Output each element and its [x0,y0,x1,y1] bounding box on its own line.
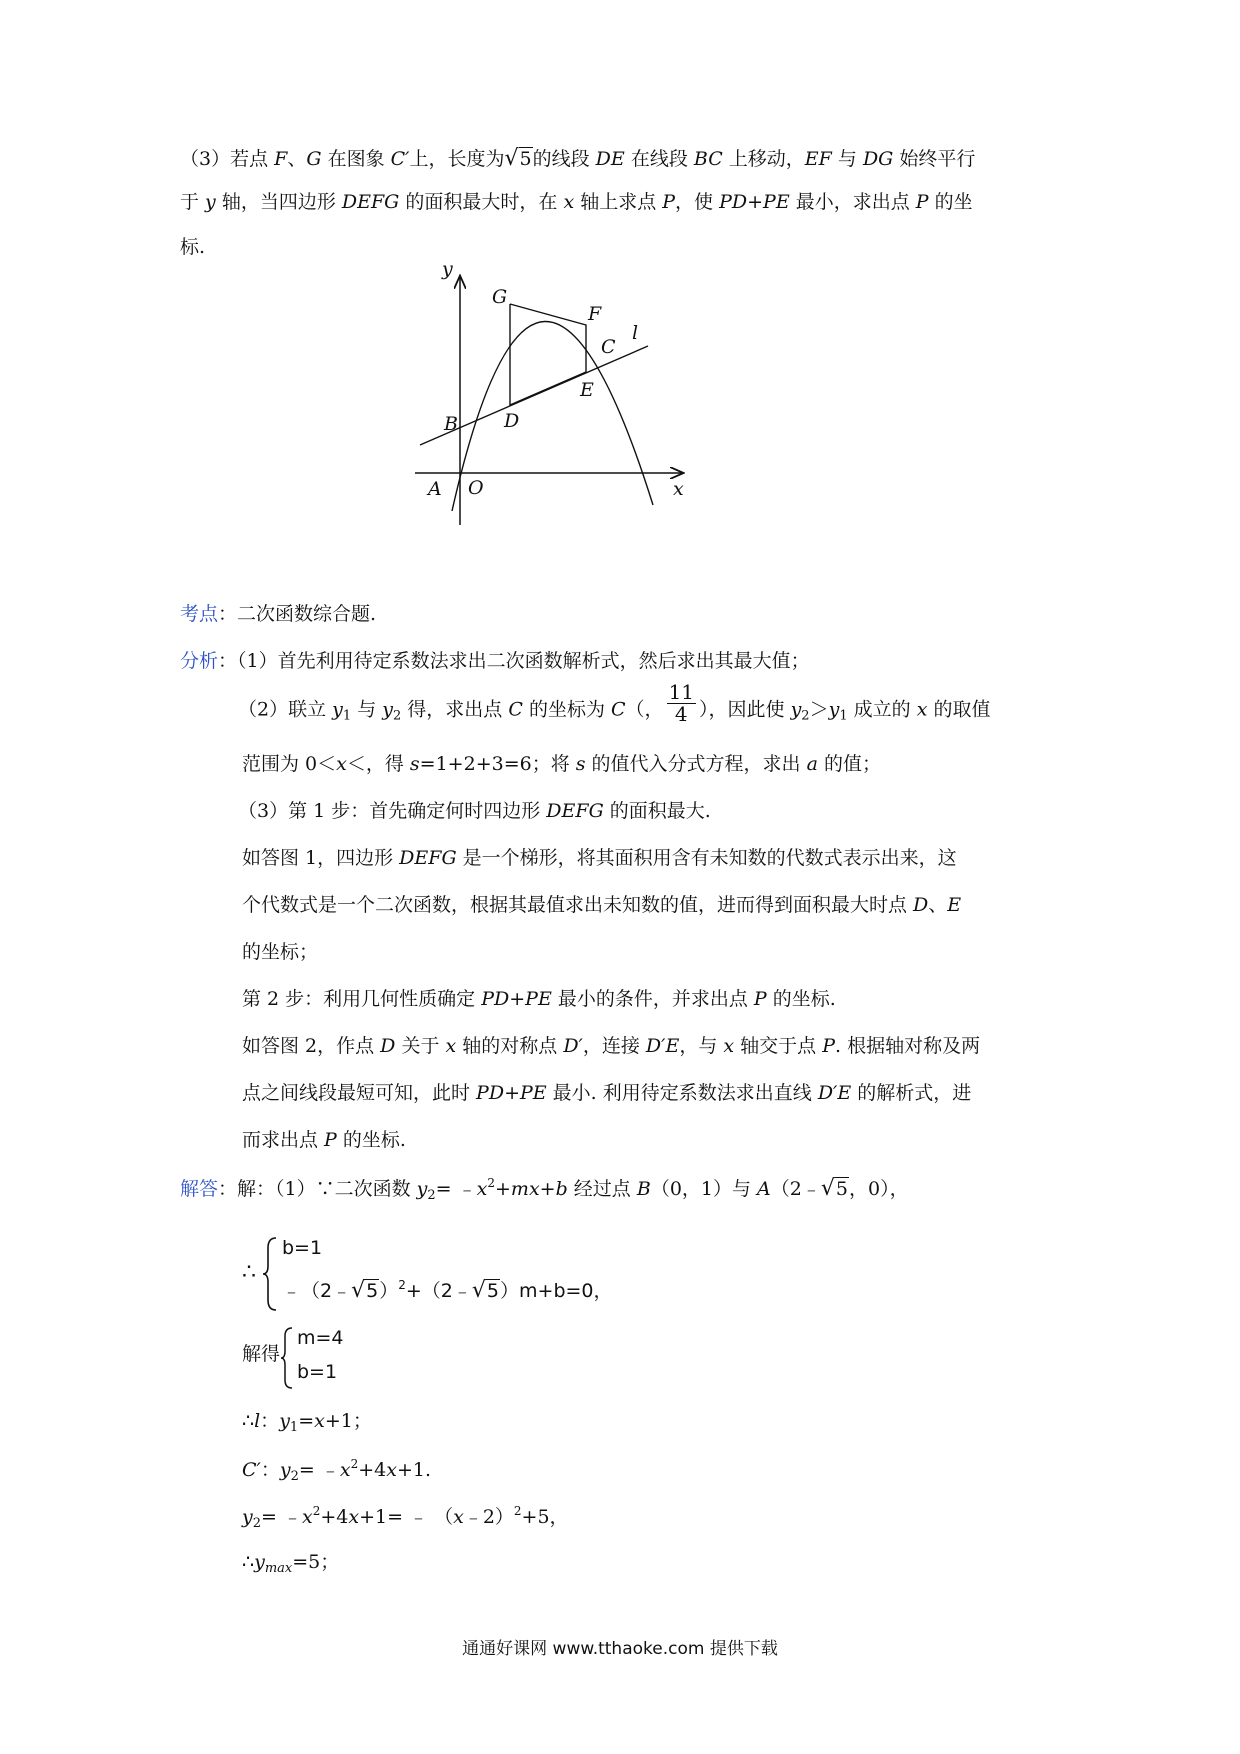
label-e: E [580,379,594,401]
fenxi-line-7: 的坐标； [242,941,319,963]
jieda-label: 解答 [180,1178,219,1200]
ymax-line: $\therefore y_{max}=5$； [242,1551,340,1576]
therefore-symbol: ∴ [242,1260,256,1285]
vertex-form-equation: $y_2=$ $﹣x^2+4x+1=$ ﹣ （x﹣2）$^2$+5， [242,1504,569,1531]
parabola-figure [428,258,700,530]
system-2-row-1: m=4 [297,1327,344,1349]
fenxi-line-8: 第 2 步：利用几何性质确定 PD+PE 最小的条件，并求出点 P 的坐标. [242,988,836,1010]
fenxi-line-10: 点之间线段最短可知，此时 PD+PE 最小. 利用待定系数法求出直线 D′E 的解析式，进 [242,1082,972,1104]
fenxi-line-11: 而求出点 P 的坐标. [242,1129,406,1151]
label-g: G [492,286,508,308]
system-1-row-2: ﹣（2﹣√5）$^2$+（2﹣√5）m+b=0， [282,1278,613,1303]
label-o: O [468,477,484,499]
problem-line-1: （3）若点 F、G 在图象 C′上，长度为√5的线段 DE 在线段 BC 上移动，EF 与 DG 始终平行 [180,146,976,171]
sqrt-symbol: √5 [351,1278,379,1303]
label-x: x [673,478,684,500]
line-l-equation: ∴l：$y_1=x+1$； [242,1410,372,1435]
brace-1 [262,1236,278,1312]
solve-label: 解得 [242,1343,281,1365]
sqrt-symbol: √5 [471,1278,500,1303]
fenxi-line-2: （2）联立 $y_1$ 与 $y_2$ 得，求出点 C 的坐标为 C（， $\frac{11}{4}$ ），因此使 $y_2>y_1$ 成立的 x 的取值 [238,680,991,726]
fenxi-line-6: 个代数式是一个二次函数，根据其最值求出未知数的值，进而得到面积最大时点 D、E [242,894,962,916]
label-l: l [632,322,639,344]
sqrt-symbol: √5 [820,1176,848,1201]
fenxi-line-3: 范围为 0＜x＜，得 s=1+2+3=6；将 s 的值代入分式方程，求出 a 的值； [242,753,881,775]
label-d: D [504,410,520,432]
system-1-row-1: b=1 [282,1237,323,1259]
label-f: F [588,303,602,325]
brace-2 [280,1326,294,1390]
sqrt-symbol: √5 [504,146,532,171]
footer: 通通好课网 www.tthaoke.com 提供下载 [462,1639,778,1659]
label-b: B [444,413,458,435]
curve-c-equation: C′：$y_2=$ $﹣x^2+4x+1$. [242,1457,432,1484]
jieda-line-1: 解答：解：（1）∵二次函数 $y_2=$ $﹣x^2+mx+b$ 经过点 B（0，1）与 A（2﹣√5，0）， [180,1176,909,1203]
fenxi-label: 分析 [180,650,219,672]
problem-line-3: 标. [180,236,206,258]
label-a: A [428,478,442,500]
fenxi-line-1: 分析：（1）首先利用待定系数法求出二次函数解析式，然后求出其最大值； [180,650,810,672]
system-2-row-2: b=1 [297,1361,338,1383]
fenxi-line-4: （3）第 1 步：首先确定何时四边形 DEFG 的面积最大. [238,800,711,822]
fenxi-line-5: 如答图 1，四边形 DEFG 是一个梯形，将其面积用含有未知数的代数式表示出来，这 [242,847,957,869]
fraction-11-4: $\frac{11}{4}$ [668,680,695,726]
label-c: C [601,336,616,358]
kaodian-label: 考点 [180,603,219,625]
kaodian-line: 考点：二次函数综合题. [180,603,377,625]
label-y: y [442,258,453,280]
fenxi-line-9: 如答图 2，作点 D 关于 x 轴的对称点 D′，连接 D′E，与 x 轴交于点 P. 根据轴对称及两 [242,1035,981,1057]
problem-line-2: 于 y 轴，当四边形 DEFG 的面积最大时，在 x 轴上求点 P，使 PD+PE 最小，求出点 P 的坐 [180,191,973,213]
